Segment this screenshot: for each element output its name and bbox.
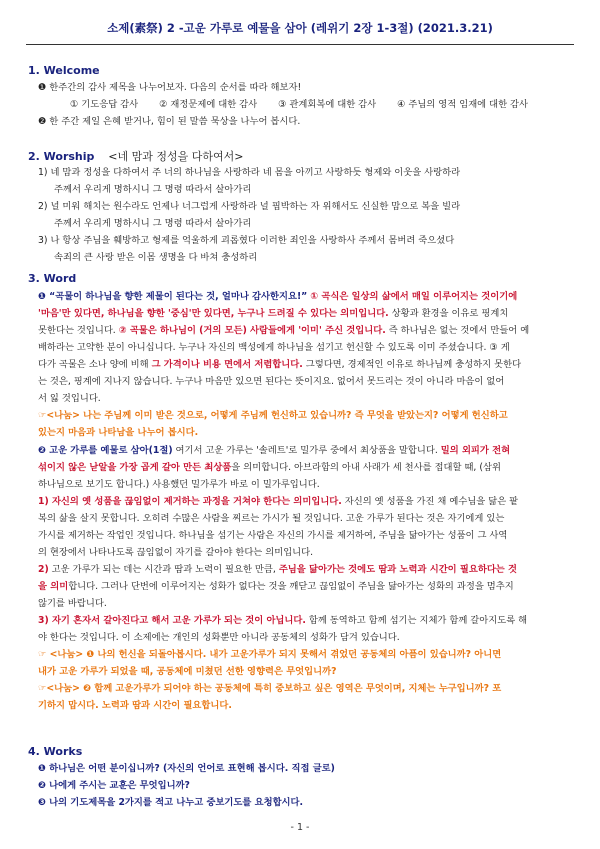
word-text-run: 여기서 고운 가루는 '솔레트'로 밀가루 중에서 최상품을 말합니다. (172, 445, 441, 456)
word-line (38, 339, 586, 356)
word-text-run: 밀의 외피가 전혀 (440, 445, 511, 456)
word-text-run: 합니다. 그러나 단번에 이루어지는 성화가 없다는 것을 깨닫고 끊임없이 주님을 닮아가는 성화의 과정을 멈추지 (68, 581, 514, 592)
page-title: 소제(素祭) 2 -고운 가루로 예물을 삼아 (레위기 2장 1-3절) (2021.3.21) (107, 21, 493, 35)
word-text-run: 주님을 닮아가는 것에도 땀과 노력과 시간이 필요하다는 것 (278, 564, 518, 575)
word-line (38, 561, 586, 578)
word-text-run: 을 의미 (38, 581, 69, 592)
word-line (38, 663, 586, 680)
worship-line: 1) 네 맘과 정성을 다하여서 주 너의 하나님을 사랑하라 네 몸을 아끼고 사랑하듯 형제와 이웃을 사랑하라 (38, 167, 461, 178)
welcome-item-1: ❶ 한주간의 감사 제목을 나누어보자. 다음의 순서를 따라 해보자! (38, 82, 302, 93)
works-item-1: ❶ 하나님은 어떤 분이십니까? (자신의 언어로 표현해 봅시다. 직접 글로) (38, 763, 335, 774)
word-text-run: ☞<나눔> 나는 주님께 이미 받은 것으로, 어떻게 주님께 헌신하고 있습니까? 즉 무엇을 받았는지? 어떻게 헌신하고 (38, 410, 508, 421)
word-text-run: 내가 고운 가루가 되었을 때, 공동체에 미쳤던 선한 영향력은 무엇입니까? (38, 666, 337, 677)
worship-line: 주께서 우리게 명하시니 그 명령 따라서 살아가리 (54, 184, 252, 195)
word-line (38, 407, 586, 424)
word-line (38, 322, 586, 339)
word-text-run: 있는지 마음과 나타남을 나누어 봅시다. (38, 427, 199, 438)
word-text-run: 배하라는 고약한 분이 아니십니다. 누구나 자신의 백성에게 하나님을 섬기고 헌신할 수 있도록 이미 주셨습니다. ③ 게 (38, 342, 510, 353)
word-text-run: 서 잃 것입니다. (38, 393, 101, 404)
word-text-run: 1) 자신의 옛 성품을 끊임없이 제거하는 과정을 거쳐야 한다는 의미입니다. (38, 496, 342, 507)
word-text-run: 기하지 맙시다. 노력과 땀과 시간이 필요합니다. (38, 700, 232, 711)
word-text-run: 그렇다면, 경제적인 이유로 하나님께 충성하지 못한다 (302, 359, 522, 370)
word-text-run: 함께 동역하고 함께 섬기는 지체가 함께 갈아지도록 해 (305, 615, 528, 626)
works-item-3: ❸ 나의 기도제목을 2가지를 적고 나누고 중보기도를 요청합시다. (38, 797, 304, 808)
word-text-run: 3) 자기 혼자서 갈아진다고 해서 고운 가루가 되는 것이 아닙니다. (38, 615, 306, 626)
word-text-run: ② 곡물은 하나님이 (거의 모든) 사람들에게 '이미' 주신 것입니다. (118, 325, 386, 336)
word-line (38, 305, 586, 322)
worship-line: 3) 나 항상 주님을 훼방하고 형제를 억울하게 괴롭혔다 이러한 죄인을 사랑하사 주께서 몸버려 죽으셨다 (38, 235, 455, 246)
welcome-subitem: ④ 주님의 영적 임재에 대한 감사 (397, 99, 528, 110)
welcome-item-2: ❷ 한 주간 제일 은혜 받거나, 힘이 된 말씀 묵상을 나누어 봅시다. (38, 116, 301, 127)
page-number: - 1 - (290, 822, 310, 833)
welcome-subitem: ① 기도응답 감사 (70, 99, 139, 110)
word-line (38, 510, 586, 527)
welcome-heading: 1. Welcome (28, 64, 100, 77)
word-text-run: 야 한다는 것입니다. 이 소제에는 개인의 성화뿐만 아니라 공동체의 성화가 담겨 있습니다. (38, 632, 400, 643)
word-text-run: 2) (38, 564, 49, 575)
works-heading: 4. Works (28, 745, 83, 758)
welcome-subitem: ② 재정문제에 대한 감사 (159, 99, 258, 110)
works-item-2: ❷ 나에게 주시는 교훈은 무엇입니까? (38, 780, 190, 791)
word-line (38, 493, 586, 510)
word-line (38, 697, 586, 714)
word-text-run: '마음'만 있다면, 하나님을 향한 '중심'만 있다면, 누구나 드려질 수 있다는 의미입니다. (38, 308, 389, 319)
worship-subtitle: <네 맘과 정성을 다하여서> (108, 150, 244, 163)
word-line (38, 373, 586, 390)
worship-line: 2) 널 미워 해치는 원수라도 언제나 너그럽게 사랑하라 널 핍박하는 자 위해서도 신실한 맘으로 복을 빌라 (38, 201, 461, 212)
worship-line: 주께서 우리게 명하시니 그 명령 따라서 살아가리 (54, 218, 252, 229)
word-line (38, 288, 586, 305)
word-text-run: 자신의 옛 성품을 가진 채 예수님을 닮은 팥 (341, 496, 519, 507)
welcome-subitems (70, 96, 600, 113)
word-line (38, 646, 586, 663)
word-line (38, 527, 586, 544)
word-line (38, 578, 586, 595)
word-line (38, 680, 586, 697)
word-line (38, 442, 586, 459)
word-text-run: 가시를 제거하는 작업인 것입니다. 하나님을 섬기는 사람은 자신의 가시를 제거하여, 주님을 닮아가는 성품이 그 사역 (38, 530, 508, 541)
word-text-run: ❶ “곡물이 하나님을 향한 제물이 된다는 것, 얼마나 감사한지요!” (38, 291, 308, 302)
word-heading: 3. Word (28, 272, 77, 285)
word-line (38, 476, 586, 493)
word-text-run: ① 곡식은 일상의 삶에서 매일 이루어지는 것이기에 (310, 291, 518, 302)
word-text-run: 섞이지 않은 낟알을 가장 곱게 갈아 만든 최상품 (38, 462, 232, 473)
word-text-run: 즉 하나님은 없는 것에서 만들어 예 (385, 325, 530, 336)
word-text-run: 복의 삶을 살지 못합니다. 오히려 수많은 사람을 찌르는 가시가 될 것입니다. 고운 가루가 된다는 것은 자기에게 있는 (38, 513, 505, 524)
worship-heading (28, 148, 243, 164)
word-line (38, 356, 586, 373)
word-text-run: 을 의미합니다. 아브라함의 아내 사래가 세 천사를 접대할 때, (삼위 (231, 462, 501, 473)
word-line (38, 544, 586, 561)
word-line (38, 390, 586, 407)
word-line (38, 459, 586, 476)
word-text-run: ☞<나눔> ❷ 함께 고운가루가 되어야 하는 공동체에 특히 중보하고 싶은 영역은 무엇이며, 지체는 누구입니까? 포 (38, 683, 502, 694)
worship-heading-label: 2. Worship (28, 150, 95, 163)
word-text-run: 하나님으로 보기도 합니다.) 사용했던 밀가루가 바로 이 밀가루입니다. (38, 479, 320, 490)
word-line (38, 612, 586, 629)
word-text-run: 않기를 바랍니다. (38, 598, 107, 609)
word-text-run: 그 가격이나 비용 면에서 저렴합니다. (151, 359, 303, 370)
word-text-run: 상황과 환경을 이유로 핑계치 (388, 308, 509, 319)
word-text-run: ☞ <나눔> ❶ 나의 헌신을 되돌아봅시다. 내가 고운가루가 되지 못해서 겪었던 공동체의 아픔이 있습니까? 아니면 (38, 649, 502, 660)
word-line (38, 424, 586, 441)
word-text-run: 못한다는 것입니다. (38, 325, 119, 336)
word-text-run: 고운 가루가 되는 데는 시간과 땀과 노력이 필요한 만큼, (48, 564, 279, 575)
worship-line: 속죄의 큰 사랑 받은 이몸 생명을 다 바쳐 충성하리 (54, 252, 258, 263)
word-line (38, 595, 586, 612)
word-line (38, 629, 586, 646)
word-text-run: 는 것은, 핑계에 지나지 않습니다. 누구나 마음만 있으면 된다는 뜻이지요. 없어서 못드리는 것이 아니라 마음이 없어 (38, 376, 505, 387)
word-text-run: 다가 곡물은 소나 양에 비해 (38, 359, 152, 370)
word-text-run: ❷ 고운 가루를 예물로 삼아(1절) (38, 445, 173, 456)
word-text-run: 의 현장에서 나타나도록 끊임없이 자기를 갈아야 한다는 의미입니다. (38, 547, 314, 558)
title-divider (26, 44, 574, 45)
welcome-subitem: ③ 관계회복에 대한 감사 (278, 99, 377, 110)
